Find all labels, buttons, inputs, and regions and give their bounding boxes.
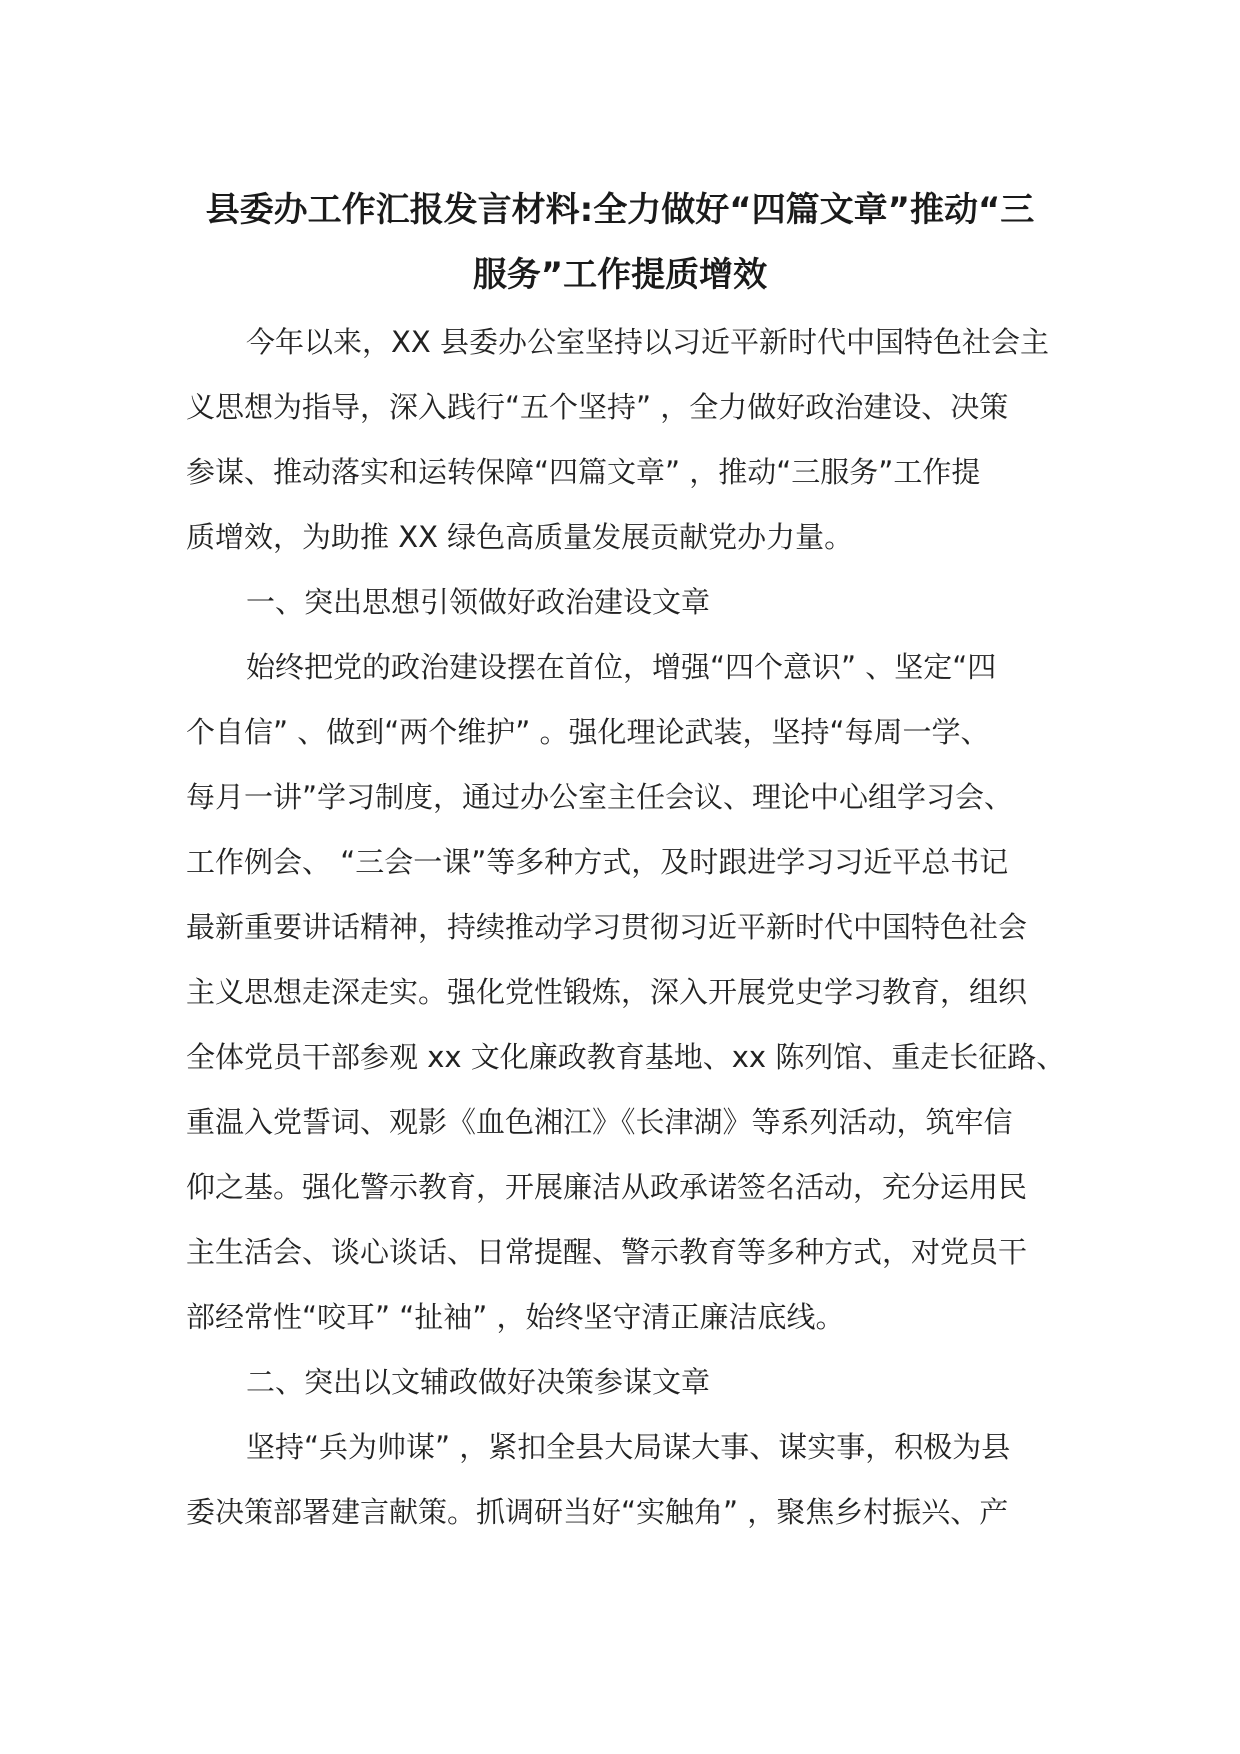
body-line: 委决策部署建言献策。抓调研当好“实触角” ，聚焦乡村振兴、产 (186, 1495, 1009, 1529)
body-line: 今年以来，XX 县委办公室坚持以习近平新时代中国特色社会主 (246, 325, 1049, 359)
body-line: 全体党员干部参观 xx 文化廉政教育基地、xx 陈列馆、重走长征路、 (186, 1040, 1066, 1074)
body-line: 参谋、推动落实和运转保障“四篇文章” ，推动“三服务”工作提 (186, 455, 981, 489)
body-line: 部经常性“咬耳” “扯袖” ，始终坚守清正廉洁底线。 (186, 1300, 845, 1334)
title-line: 县委办工作汇报发言材料:全力做好“四篇文章”推动“三 (205, 190, 1035, 230)
document-title (186, 178, 1054, 308)
body-line: 主生活会、谈心谈话、日常提醒、警示教育等多种方式，对党员干 (186, 1235, 1028, 1269)
body-line: 主义思想走深走实。强化党性锻炼，深入开展党史学习教育，组织 (186, 975, 1028, 1009)
title-line: 服务”工作提质增效 (472, 255, 768, 295)
body-line: 一、突出思想引领做好政治建设文章 (246, 585, 711, 619)
body-line: 二、突出以文辅政做好决策参谋文章 (246, 1365, 711, 1399)
body-line: 最新重要讲话精神，持续推动学习贯彻习近平新时代中国特色社会 (186, 910, 1028, 944)
body-line: 始终把党的政治建设摆在首位，增强“四个意识” 、坚定“四 (246, 650, 997, 684)
body-line: 工作例会、 “三会一课”等多种方式，及时跟进学习习近平总书记 (186, 845, 1009, 879)
body-line: 坚持“兵为帅谋” ，紧扣全县大局谋大事、谋实事，积极为县 (246, 1430, 1011, 1464)
body-line: 重温入党誓词、观影《血色湘江》《长津湖》等系列活动，筑牢信 (186, 1105, 1013, 1139)
body-line: 质增效，为助推 XX 绿色高质量发展贡献党办力量。 (186, 520, 854, 554)
body-line: 义思想为指导，深入践行“五个坚持” ，全力做好政治建设、决策 (186, 390, 1009, 424)
body-line: 每月一讲”学习制度，通过办公室主任会议、理论中心组学习会、 (186, 780, 1014, 814)
body-line: 仰之基。强化警示教育，开展廉洁从政承诺签名活动，充分运用民 (186, 1170, 1028, 1204)
document-body (186, 310, 1066, 1545)
body-line: 个自信” 、做到“两个维护” 。强化理论武装，坚持“每周一学、 (186, 715, 990, 749)
